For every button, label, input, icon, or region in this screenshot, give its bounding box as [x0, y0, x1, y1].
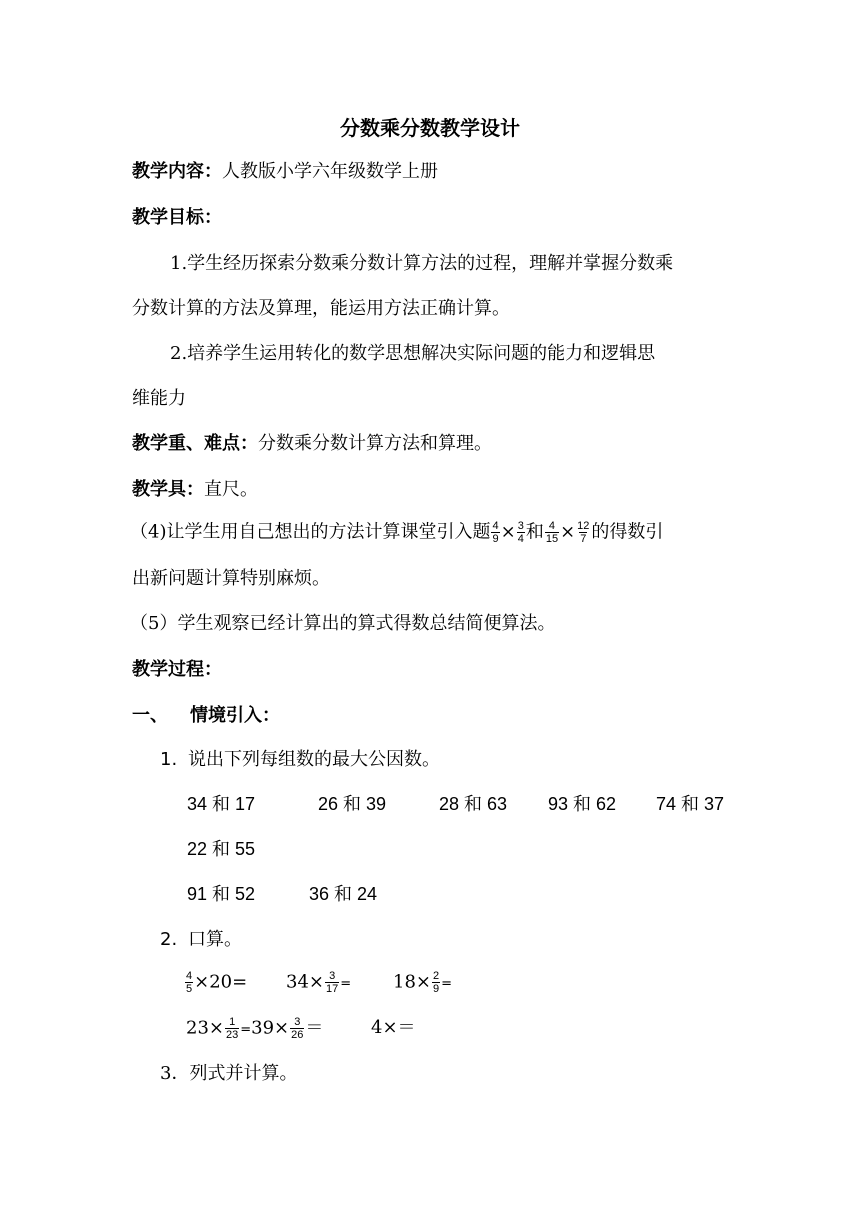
goal-1-line-1: 1.学生经历探索分数乘分数计算方法的过程，理解并掌握分数乘	[170, 253, 674, 274]
content-label: 教学内容：	[132, 161, 222, 182]
gcd-pair: 74 和 37	[656, 794, 725, 814]
content-line	[132, 160, 438, 184]
goal-2-line-1: 2.培养学生运用转化的数学思想解决实际问题的能力和逻辑思	[170, 343, 656, 364]
gcd-pair: 93 和 62	[548, 794, 617, 814]
gcd-pair: 26 和 39	[318, 794, 387, 814]
gcd-pair: 36 和 24	[309, 884, 378, 904]
gcd-pair: 91 和 52	[187, 884, 256, 904]
step-4-line-1	[130, 520, 663, 545]
mental-calc-a: $\frac{4}{5}$ ×20=	[186, 970, 248, 995]
fraction: $\frac{3}{26}$	[291, 1016, 304, 1041]
q3-text: 3．列式并计算。	[160, 1063, 298, 1084]
step-4-suffix: 的得数引	[591, 521, 664, 543]
section-1-label: 情境引入：	[190, 705, 280, 726]
content-value: 人教版小学六年级数学上册	[222, 161, 438, 182]
goal-2-line-2: 维能力	[132, 388, 186, 409]
gcd-pair: 34 和 17	[187, 794, 256, 814]
fraction: $\frac{3}{17}$	[326, 970, 339, 995]
section-1-number: 一、	[132, 705, 168, 726]
q2-text: 口算。	[188, 929, 242, 950]
gcd-pair: 22 和 55	[187, 839, 256, 859]
q1-number: 1.	[160, 749, 178, 770]
fraction: $\frac{3}{4}$	[517, 520, 524, 545]
step-5-line: （5）学生观察已经计算出的算式得数总结简便算法。	[130, 613, 556, 634]
mental-calc-c: 18× $\frac{2}{9}$ =	[393, 970, 453, 995]
mental-calc-b: 34× $\frac{3}{17}$ =	[286, 970, 352, 995]
times-sign: ×	[560, 521, 576, 543]
and-word: 和	[525, 521, 544, 543]
fraction: $\frac{2}{9}$	[433, 970, 440, 995]
mental-calc-d: 23× $\frac{1}{23}$ =39× $\frac{3}{26}$ ＝	[186, 1016, 324, 1041]
step-4-prefix: （4)让学生用自己想出的方法计算课堂引入题	[130, 521, 491, 543]
tools-line	[132, 478, 258, 502]
page-title: 分数乘分数教学设计	[340, 116, 520, 140]
fraction: $\frac{4}{5}$	[186, 970, 193, 995]
q1-text: 说出下列每组数的最大公因数。	[188, 749, 440, 770]
fraction: $\frac{1}{23}$	[226, 1016, 239, 1041]
goals-label: 教学目标：	[132, 207, 222, 228]
process-label: 教学过程：	[132, 659, 222, 680]
times-sign: ×	[500, 521, 516, 543]
key-label: 教学重、难点：	[132, 433, 258, 454]
fraction: $\frac{4}{9}$	[492, 520, 499, 545]
step-4-line-2: 出新问题计算特别麻烦。	[132, 568, 330, 589]
fraction: $\frac{12}{7}$	[577, 520, 590, 545]
fraction: $\frac{4}{15}$	[545, 520, 559, 545]
mental-calc-e: 39×	[251, 1017, 290, 1039]
tools-value: 直尺。	[204, 479, 258, 500]
key-value: 分数乘分数计算方法和算理。	[258, 433, 492, 454]
gcd-pair: 28 和 63	[439, 794, 508, 814]
tools-label: 教学具：	[132, 479, 204, 500]
key-line	[132, 432, 492, 456]
mental-calc-g: 4×＝	[371, 1017, 416, 1038]
goal-1-line-2: 分数计算的方法及算理，能运用方法正确计算。	[132, 298, 510, 319]
q2-number: 2.	[160, 929, 178, 950]
